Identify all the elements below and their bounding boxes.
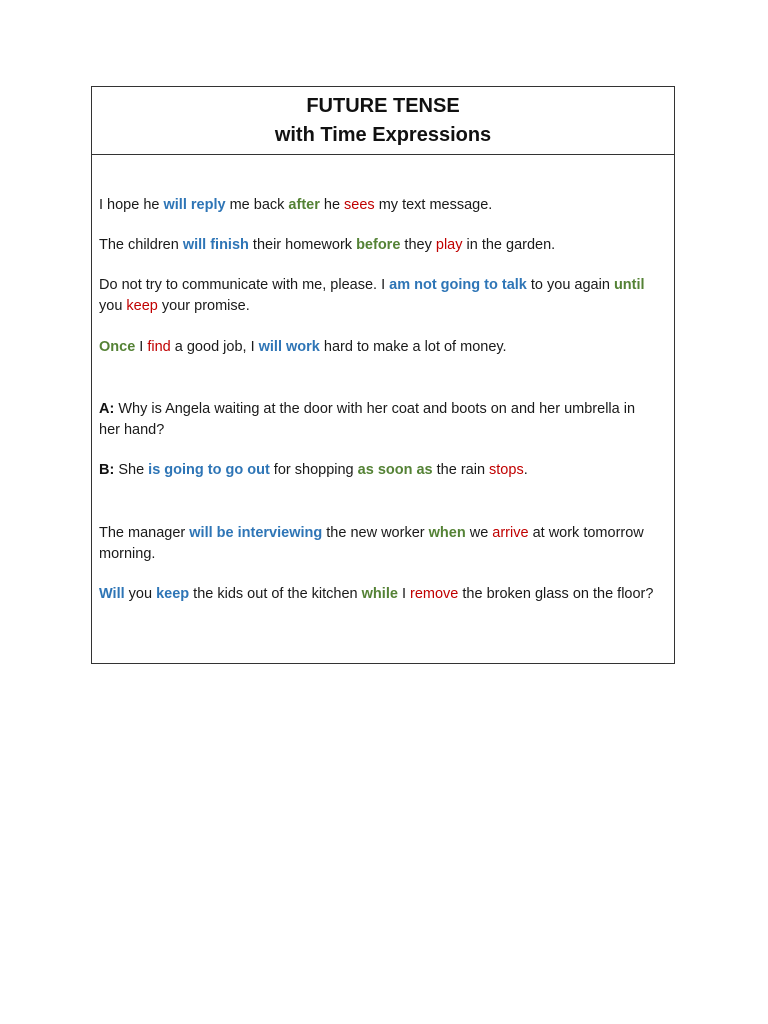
plain-text: at work tomorrow morning. (99, 525, 644, 562)
worksheet-box (91, 86, 675, 664)
plain-text: for shopping (269, 462, 358, 478)
future-verb: is going to go out (148, 462, 270, 478)
present-verb: arrive (492, 525, 529, 541)
sentence-3 (99, 275, 659, 317)
sentence-6 (99, 460, 659, 481)
time-expression: before (356, 237, 401, 253)
sentence-7 (99, 523, 659, 565)
time-expression: as soon as (357, 462, 433, 478)
title-line-2: with Time Expressions (274, 124, 492, 146)
future-verb: will work (258, 339, 320, 355)
worksheet-header (92, 87, 674, 155)
plain-text: Why is Angela waiting at the door with her coat and boots on and her umbrella in her hand? (99, 401, 636, 438)
present-verb: sees (344, 197, 375, 213)
plain-text: the rain (432, 462, 490, 478)
plain-text: the broken glass on the floor? (458, 586, 654, 602)
time-expression: after (288, 197, 320, 213)
plain-text: he (319, 197, 345, 213)
future-verb: keep (156, 586, 190, 602)
plain-text: The children (99, 237, 183, 253)
title-line-1: FUTURE TENSE (306, 95, 460, 117)
plain-text: in the garden. (462, 237, 556, 253)
sentence-4 (99, 337, 659, 358)
present-verb: find (147, 339, 171, 355)
future-verb: am not going to talk (389, 277, 527, 293)
time-expression: while (361, 586, 398, 602)
plain-text: they (400, 237, 436, 253)
plain-text: Do not try to communicate with me, please. I (99, 277, 390, 293)
sentence-1 (99, 195, 659, 216)
plain-text: their homework (248, 237, 357, 253)
plain-text: the new worker (322, 525, 429, 541)
worksheet-body (92, 155, 674, 605)
present-verb: keep (126, 298, 158, 314)
plain-text: The manager (99, 525, 190, 541)
time-expression: Once (99, 339, 136, 355)
present-verb: remove (410, 586, 459, 602)
plain-text: you (124, 586, 157, 602)
plain-text: to you again (526, 277, 614, 293)
plain-text: I (397, 586, 411, 602)
time-expression: when (428, 525, 466, 541)
plain-text: . (523, 462, 528, 478)
plain-text: me back (225, 197, 289, 213)
present-verb: stops (489, 462, 524, 478)
future-verb: will reply (163, 197, 226, 213)
sentence-5 (99, 399, 659, 441)
plain-text: your promise. (157, 298, 250, 314)
time-expression: until (613, 277, 645, 293)
plain-text: a good job, I (170, 339, 259, 355)
plain-text: you (99, 298, 127, 314)
sentence-2 (99, 235, 659, 256)
plain-text: we (465, 525, 493, 541)
sentence-8 (99, 584, 659, 605)
future-verb: will be interviewing (189, 525, 323, 541)
future-verb: Will (99, 586, 125, 602)
plain-text: my text message. (374, 197, 493, 213)
speaker-label: A: (99, 401, 115, 417)
plain-text: I (135, 339, 148, 355)
speaker-label: B: (99, 462, 115, 478)
plain-text: I hope he (99, 197, 164, 213)
plain-text: the kids out of the kitchen (189, 586, 362, 602)
present-verb: play (435, 237, 463, 253)
plain-text: She (114, 462, 149, 478)
future-verb: will finish (182, 237, 249, 253)
plain-text: hard to make a lot of money. (319, 339, 507, 355)
